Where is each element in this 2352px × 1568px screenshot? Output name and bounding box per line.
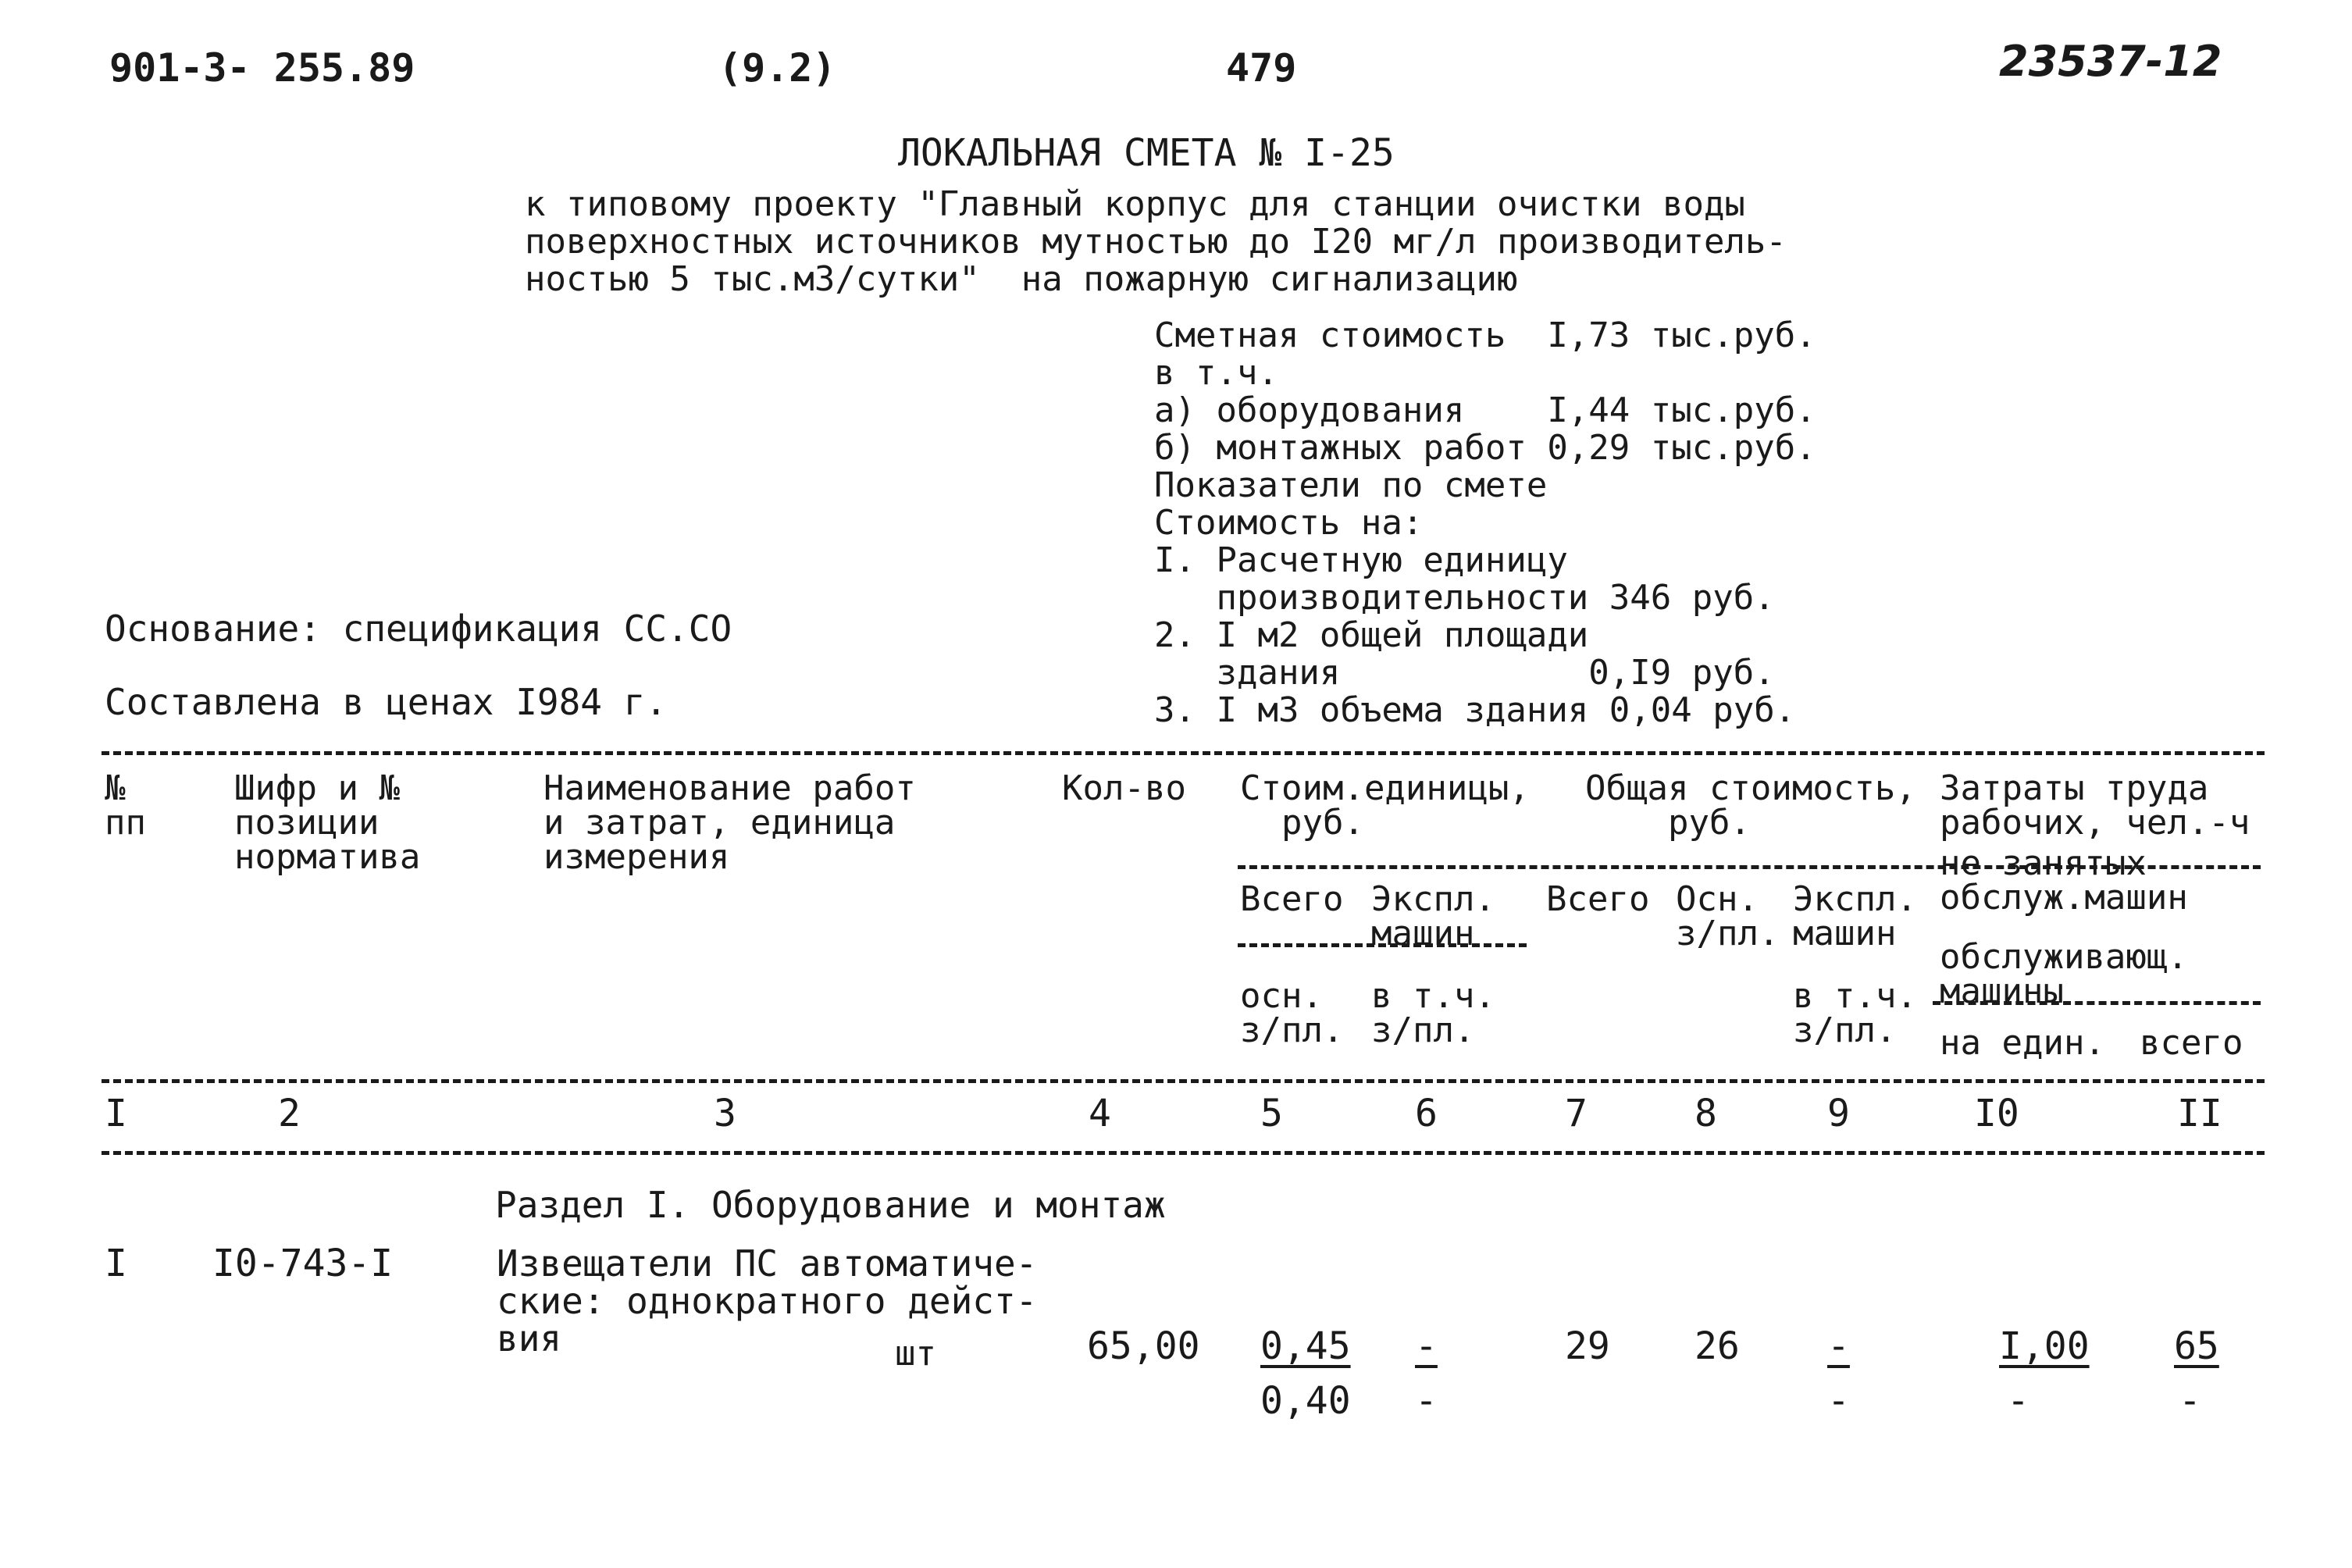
row-name: Извещатели ПС автоматиче- ские: однократного дейст- вия [497, 1242, 1038, 1360]
row-labor-total-mach: - [2179, 1379, 2201, 1423]
summary-line-9: 2. I м2 общей площади [1154, 615, 1589, 655]
summary-line-3: а) оборудования I,44 тыс.руб. [1154, 390, 1816, 430]
document-title: ЛОКАЛЬНАЯ СМЕТА № I-25 [898, 131, 1395, 175]
subtitle-line-3: ностью 5 тыс.м3/сутки" на пожарную сигнализацию [525, 259, 1518, 299]
table-top-rule [102, 751, 2265, 755]
column-number: 6 [1415, 1092, 1438, 1135]
col-total-wage-header: Осн. з/пл. [1676, 879, 1780, 953]
summary-line-1: Сметная стоимость I,73 тыс.руб. [1154, 315, 1816, 355]
col-labor-serving-header: обслуживающ. машины [1940, 937, 2188, 1011]
numbers-bottom-rule [102, 1151, 2265, 1155]
summary-line-4: б) монтажных работ 0,29 тыс.руб. [1154, 428, 1816, 468]
column-number: I0 [1974, 1092, 2019, 1135]
summary-line-7: I. Расчетную единицу [1154, 540, 1568, 580]
column-number: 9 [1827, 1092, 1850, 1135]
col-labor-header: Затраты труда рабочих, чел.-ч [1940, 768, 2250, 843]
column-number: 7 [1565, 1092, 1588, 1135]
col-total-cost-header: Общая стоимость, руб. [1585, 768, 1916, 843]
row-labor-total: 65 [2174, 1324, 2219, 1368]
col-unit-total-header: Всего [1240, 879, 1344, 919]
col-total-header: Всего [1546, 879, 1650, 919]
col-unit-wage-header: осн. з/пл. [1240, 976, 1344, 1050]
subtitle-line-2: поверхностных источников мутностью до I20 мг/л производитель- [525, 222, 1787, 262]
row-unit: шт [895, 1334, 936, 1374]
archive-stamp: 23537-12 [1999, 37, 2222, 86]
row-unit-mach: - [1415, 1324, 1438, 1368]
column-number: I [105, 1092, 127, 1135]
column-number: 2 [278, 1092, 301, 1135]
page-number: 479 [1226, 45, 1297, 91]
col-unit-cost-header: Стоим.единицы, руб. [1240, 768, 1530, 843]
row-unit-wage: 0,40 [1260, 1379, 1351, 1423]
summary-line-8: производительности 346 руб. [1154, 578, 1775, 618]
row-labor-unit: I,00 [1999, 1324, 2090, 1368]
header-bottom-rule [102, 1079, 2265, 1083]
basis-text: Основание: спецификация СС.СО [105, 608, 732, 650]
summary-line-10: здания 0,I9 руб. [1154, 653, 1775, 693]
col-unit-mach-header: Экспл. машин [1371, 879, 1495, 953]
col-labor-total-header: всего [2140, 1023, 2243, 1063]
prices-text: Составлена в ценах I984 г. [105, 681, 668, 723]
row-total: 29 [1565, 1324, 1610, 1368]
column-number: 4 [1089, 1092, 1111, 1135]
col-labor-unit-header: на един. [1940, 1023, 2105, 1063]
column-number: II [2177, 1092, 2222, 1135]
column-number: 5 [1260, 1092, 1283, 1135]
column-number: 3 [714, 1092, 736, 1135]
row-unit-mach-wage: - [1415, 1379, 1438, 1423]
col-qty-header: Кол-во [1062, 768, 1186, 808]
row-total-wage: 26 [1695, 1324, 1740, 1368]
row-qty: 65,00 [1087, 1324, 1200, 1368]
section-heading: Раздел I. Оборудование и монтаж [495, 1184, 1166, 1226]
row-total-mach-wage: - [1827, 1379, 1850, 1423]
col-code-header: Шифр и № позиции норматива [234, 768, 421, 877]
column-number: 8 [1695, 1092, 1717, 1135]
col-total-mach-wage-header: в т.ч. з/пл. [1793, 976, 1917, 1050]
row-num: I [105, 1242, 127, 1285]
summary-line-6: Стоимость на: [1154, 503, 1424, 543]
row-unit-total: 0,45 [1260, 1324, 1351, 1368]
row-labor-unit-mach: - [2007, 1379, 2029, 1423]
subtitle-line-1: к типовому проекту "Главный корпус для станции очистки воды [525, 184, 1745, 224]
row-code: I0-743-I [212, 1242, 394, 1285]
document-code: 901-3- 255.89 [109, 45, 415, 91]
col-unit-mach-wage-header: в т.ч. з/пл. [1371, 976, 1495, 1050]
summary-line-11: 3. I м3 объема здания 0,04 руб. [1154, 690, 1796, 730]
summary-line-2: в т.ч. [1154, 353, 1278, 393]
col-labor-not-serving-header: не занятых обслуж.машин [1940, 843, 2188, 918]
col-num-header: № пп [105, 768, 146, 843]
row-total-mach: - [1827, 1324, 1850, 1368]
document-part: (9.2) [718, 45, 836, 91]
col-name-header: Наименование работ и затрат, единица измерения [543, 768, 916, 877]
summary-line-5: Показатели по смете [1154, 465, 1548, 505]
col-total-mach-header: Экспл. машин [1793, 879, 1917, 953]
